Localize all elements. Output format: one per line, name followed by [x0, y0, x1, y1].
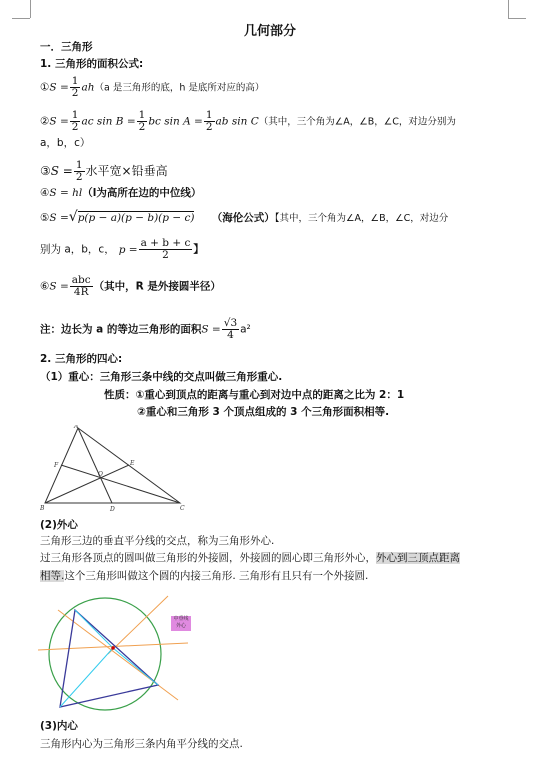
formula-1 [40, 76, 264, 99]
figure-tag: 中垂线 外心 [171, 616, 191, 631]
page-title: 几何部分 [243, 24, 296, 39]
label-F: F [54, 462, 59, 469]
circumcenter-text-3: 相等.这个三角形叫做这个圆的内接三角形. 三角形有且只有一个外接圆. [40, 570, 369, 582]
centroid-property-1: 性质：①重心到顶点的距离与重心到对边中点的距离之比为 2：1 [104, 389, 405, 401]
incenter-heading: (3)内心 [40, 720, 78, 732]
fraction: $\frac{1}{2}$ [71, 109, 79, 133]
crop-mark [12, 18, 30, 19]
fraction: $\frac{√3}{4}$ [223, 317, 238, 341]
fraction: $\frac{1}{2}$ [138, 109, 146, 133]
label-E: E [130, 460, 135, 467]
fraction: $\frac{a + b + c}{2}$ [140, 237, 191, 261]
circumcenter-text-2: 过三角形各顶点的圆叫做三角形的外接圆，外接圆的圆心即三角形外心，外心到三顶点距离 [40, 552, 460, 564]
fraction: $\frac{1}{2}$ [205, 109, 213, 133]
formula-number: ① [40, 81, 50, 94]
fraction: $\frac{1}{2}$ [71, 75, 79, 99]
crop-mark [508, 0, 509, 18]
formula-3: ③S = $\frac{1}{2}$ 水平宽×铅垂高 [40, 159, 168, 183]
formula-2-cont: a，b，c） [40, 137, 91, 149]
formula-6: ⑥S = $\frac{\text{abc}}{4R}$ （其中，R 是外接圆半径） [40, 274, 221, 298]
subsection-heading: 2. 三角形的四心: [40, 353, 123, 365]
subsection-heading: 1. 三角形的面积公式: [40, 58, 144, 70]
fraction: $\frac{1}{2}$ [75, 159, 83, 183]
formula-note: （a 是三角形的底，h 是底所对应的高） [94, 82, 265, 94]
label-D: D [110, 506, 115, 513]
formula-5: ⑤S =√p(p − a)(p − b)(p − c) （海伦公式）【其中，三个角为∠A，∠B，∠C，对边分 [40, 209, 449, 225]
square-root-expr: p(p − a)(p − b)(p − c) [77, 212, 195, 224]
circumcircle-figure [38, 588, 188, 713]
label-A: A [74, 425, 79, 430]
centroid-property-2: ②重心和三角形 3 个顶点组成的 3 个三角形面积相等. [137, 406, 390, 418]
formula-lhs: S = [49, 81, 69, 94]
label-C: C [180, 505, 185, 512]
label-B: B [40, 505, 45, 512]
fraction: $\frac{\text{abc}}{4R}$ [71, 274, 91, 298]
section-heading: 一．三角形 [40, 41, 93, 53]
crop-mark [508, 18, 526, 19]
equilateral-note: 注：边长为 a 的等边三角形的面积S = $\frac{√3}{4}$ a² [40, 317, 251, 341]
centroid-figure [40, 425, 190, 515]
circumcenter-heading: (2)外心 [40, 519, 78, 531]
formula-expr: ah [81, 81, 95, 94]
centroid-heading: （1）重心：三角形三条中线的交点叫做三角形重心. [40, 371, 283, 383]
formula-5-cont: 别为 a，b，c， p = $\frac{a + b + c}{2}$ 】 [40, 237, 204, 261]
crop-mark [30, 0, 31, 18]
circumcenter-text-1: 三角形三边的垂直平分线的交点，称为三角形外心. [40, 535, 275, 547]
label-O: O [98, 471, 103, 478]
formula-4: ④S = hl（l为高所在边的中位线） [40, 187, 202, 199]
incenter-text: 三角形内心为三角形三条内角平分线的交点. [40, 738, 243, 750]
formula-2: ②S = $\frac{1}{2}$ ac sin B = $\frac{1}{2}$ bc sin A = $\frac{1}{2}$ ab sin C（其中，三个角为∠A，∠B，∠C，对边分别为 [40, 109, 456, 133]
